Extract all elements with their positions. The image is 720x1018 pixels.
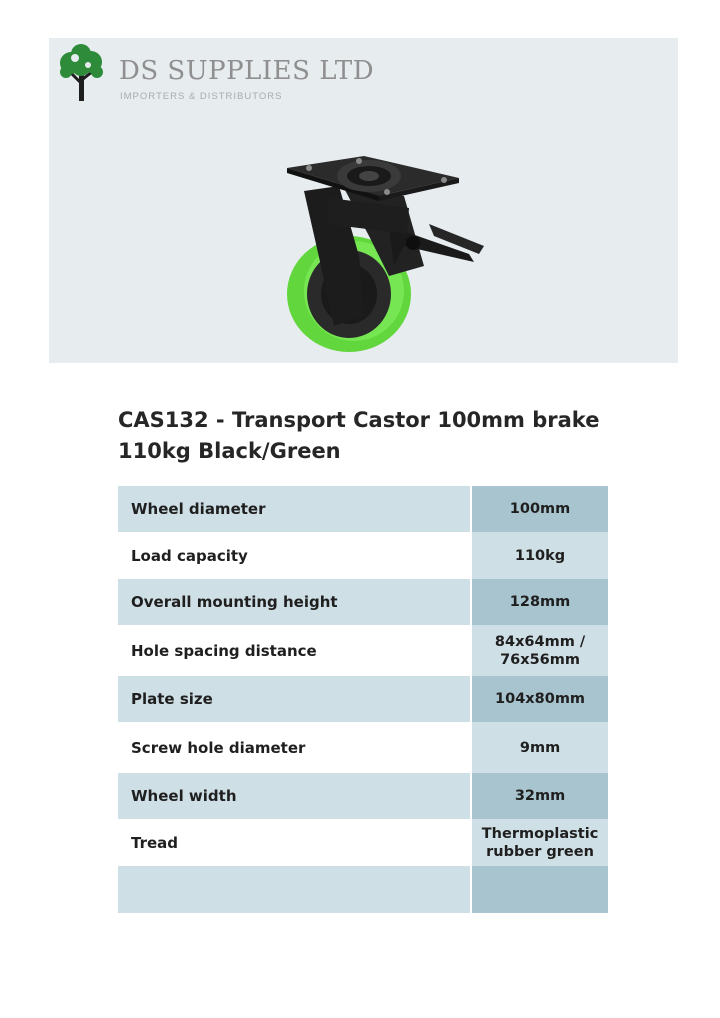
- product-title: CAS132 - Transport Castor 100mm brake 110kg Black/Green: [118, 408, 600, 463]
- spec-row: [118, 676, 608, 722]
- castor-wheel-photo: [229, 116, 499, 356]
- spec-row: [118, 486, 608, 532]
- spec-row: [118, 532, 608, 579]
- spec-row: [118, 773, 608, 819]
- spec-value: 100mm: [471, 486, 608, 532]
- spec-label: Overall mounting height: [118, 579, 471, 625]
- spec-value: 110kg: [471, 532, 608, 579]
- spec-label: Plate size: [118, 676, 471, 722]
- spec-label: Wheel width: [118, 773, 471, 819]
- tree-logo-icon: [57, 43, 107, 103]
- spec-row: [118, 722, 608, 773]
- spec-value: 128mm: [471, 579, 608, 625]
- spec-value: 32mm: [471, 773, 608, 819]
- spec-value: 104x80mm: [471, 676, 608, 722]
- spec-value: 84x64mm / 76x56mm: [471, 625, 608, 676]
- brand-name: DS SUPPLIES LTD: [119, 56, 375, 86]
- spec-row: [118, 625, 608, 676]
- spec-row: [118, 819, 608, 866]
- spec-table: [118, 486, 608, 913]
- spec-label: [118, 866, 471, 913]
- spec-label: Hole spacing distance: [118, 625, 471, 676]
- hero-banner: [49, 38, 678, 363]
- spec-value: Thermoplastic rubber green: [471, 819, 608, 866]
- spec-label: Screw hole diameter: [118, 722, 471, 773]
- spec-label: Wheel diameter: [118, 486, 471, 532]
- brand-tagline: IMPORTERS & DISTRIBUTORS: [120, 91, 283, 102]
- spec-label: Load capacity: [118, 532, 471, 579]
- spec-row: [118, 579, 608, 625]
- spec-value: 9mm: [471, 722, 608, 773]
- spec-label: Tread: [118, 819, 471, 866]
- spec-row: [118, 866, 608, 913]
- spec-value: [471, 866, 608, 913]
